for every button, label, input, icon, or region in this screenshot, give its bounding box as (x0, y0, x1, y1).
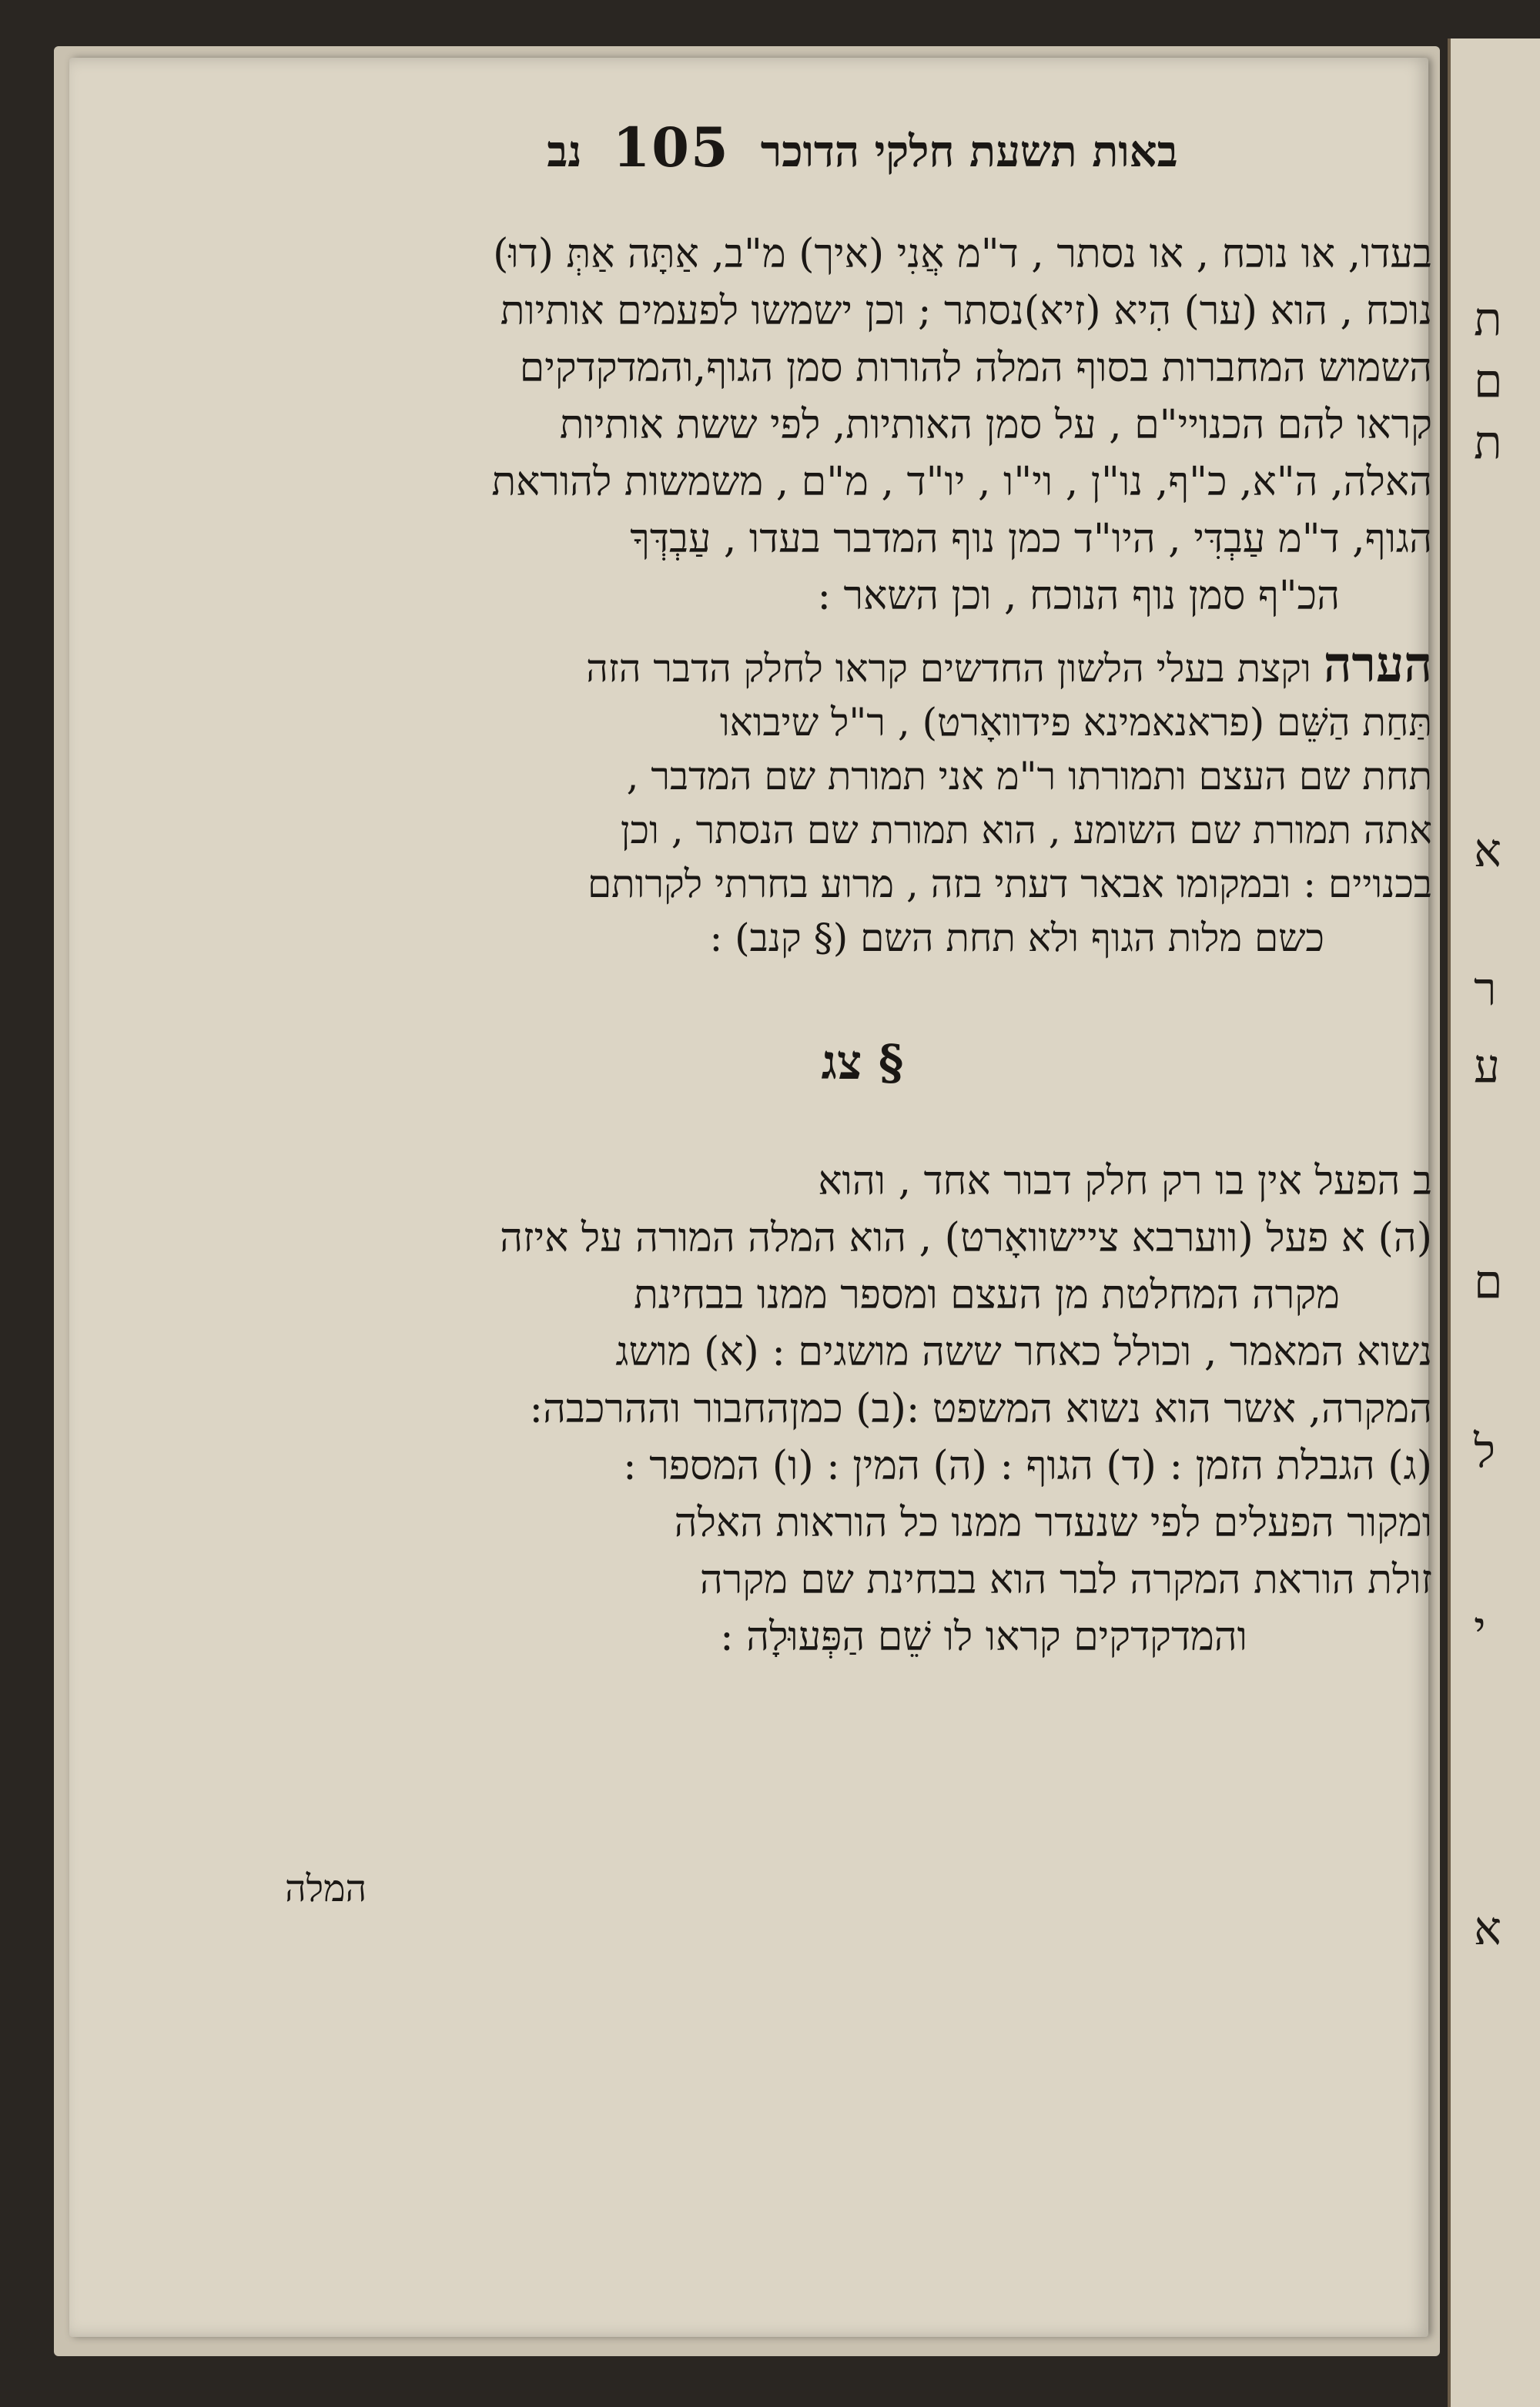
text-line: הכ"ף סמן נוף הנוכח , וכן השאר : (817, 573, 1340, 619)
text-line: המקרה, אשר הוא נשוא המשפט :(ב) כמןהחבור וההרכבה: (529, 1386, 1432, 1432)
text-line: אתה תמורת שם השומע , הוא תמורת שם הנסתר , וכן (620, 808, 1432, 852)
text-line: תַּחַת הַשֵּׁם (פראנאמינא פידוואָרט) , ר"ל שיבואו (719, 700, 1432, 745)
text-line: מקרה המחלטת מן העצם ומספר ממנו בבחינת (634, 1272, 1340, 1318)
text-line: הגוף, ד"מ עַבְדִּי , היו"ד כמן נוף המדבר בעדו , עַבְדְּךָ (630, 516, 1432, 562)
text-line: זולת הוראת המקרה לבר הוא בבחינת שם מקרה (699, 1557, 1432, 1603)
page-body (293, 115, 1432, 1679)
paragraph-pronouns (293, 226, 1432, 624)
text-line: בעדו, או נוכח , או נסתר , ד"מ אֲנִי (איך) מ"ב, אַתָּה אַתְּ (דוּ) (493, 231, 1432, 277)
facing-page-fragment: י (1474, 1602, 1486, 1655)
note-block (293, 638, 1432, 965)
facing-page-edge (1448, 38, 1540, 2407)
text-line: ומקור הפעלים לפי שנעדר ממנו כל הוראות האלה (674, 1500, 1432, 1546)
note-title: הערה (1323, 636, 1432, 694)
text-line: ב הפעל אין בו רק חלק דבור אחד , והוא (818, 1158, 1432, 1204)
facing-page-fragment: ם (1474, 1255, 1503, 1309)
text-line: האלה, ה"א, כ"ף, נו"ן , וי"ו , יו"ד , מ"ם , משמשות להוראת (491, 459, 1432, 505)
text-line: השמוש המחברות בסוף המלה להורות סמן הגוף,והמדקדקים (519, 345, 1432, 391)
facing-page-fragment: ר (1474, 962, 1497, 1016)
facing-page-fragment: א (1474, 1902, 1502, 1956)
text-line: כשם מלות הגוף ולא תחת השם (§ קנב) : (709, 916, 1324, 960)
text-line: הערה וקצת בעלי הלשון החדשים קראו לחלק הדבר הזה (586, 636, 1432, 694)
facing-page-fragment: ת (1474, 293, 1502, 346)
text-line: נשוא המאמר , וכולל כאחר ששה מושגים : (א) מושג (615, 1329, 1432, 1375)
text-line: נוכח , הוא (ער) הִיא (זיא)נסתר ; וכן ישמשו לפעמים אותיות (500, 288, 1432, 334)
facing-page-fragment: ם (1474, 354, 1503, 408)
facing-page-fragment: ל (1474, 1424, 1496, 1478)
page-number: 105 (612, 115, 730, 179)
leaf-number: נב (547, 126, 582, 177)
text-line: בכנויים : ובמקומו אבאר דעתי בזה , מרוע בחרתי לקרותם (587, 862, 1432, 906)
section-heading: § צג (821, 1034, 904, 1090)
text-line: והמדקדקים קראו לו שֵׁם הַפְּעוּלָה : (720, 1614, 1247, 1660)
header-title: באות תשעת חלקי הדוכר (760, 126, 1178, 177)
catchword: המלה (285, 1867, 367, 1910)
text-line: (ג) הגבלת הזמן : (ד) הגוף : (ה) המין : (ו) המספר : (623, 1443, 1432, 1489)
facing-page-fragment: א (1474, 824, 1502, 878)
facing-page-fragment: ע (1474, 1039, 1500, 1093)
text-line: תחת שם העצם ותמורתו ר"מ אני תמורת שם המדבר , (626, 754, 1432, 798)
text-line: קראו להם הכנויי"ם , על סמן האותיות, לפי ששת אותיות (559, 402, 1432, 448)
paragraph-verb (293, 1153, 1432, 1665)
running-header (293, 115, 1432, 179)
text-line: (ה) א פעל (ווערבא ציישוואָרט) , הוא המלה המורה על איזה (500, 1215, 1432, 1261)
facing-page-fragment: ת (1474, 416, 1502, 470)
